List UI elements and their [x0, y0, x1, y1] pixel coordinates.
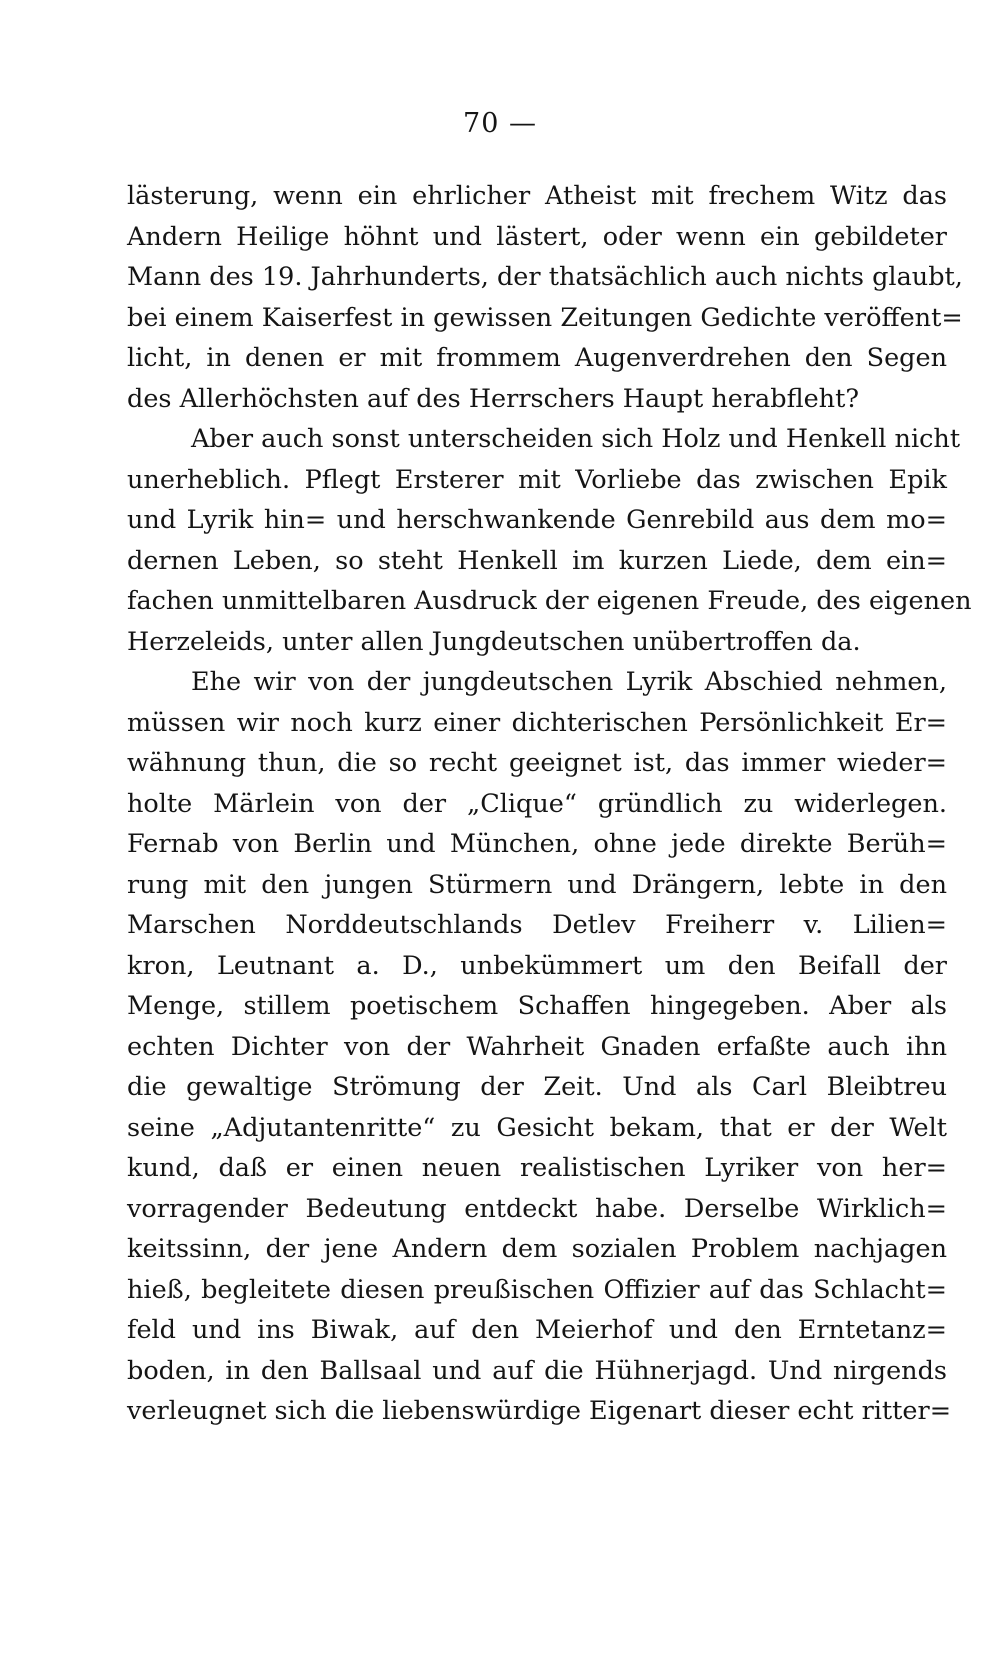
- text-line: Menge, stillem poetischem Schaffen hingegeben. Aber als: [127, 991, 947, 1021]
- text-line: lästerung, wenn ein ehrlicher Atheist mit frechem Witz das: [127, 181, 947, 211]
- text-line: verleugnet sich die liebenswürdige Eigenart dieser echt ritter=: [127, 1396, 952, 1426]
- page-number: 70 —: [463, 108, 537, 139]
- text-line: müssen wir noch kurz einer dichterischen Persönlichkeit Er=: [127, 707, 947, 738]
- text-line: holte Märlein von der „Clique“ gründlich zu widerlegen.: [127, 788, 947, 819]
- text-line: feld und ins Biwak, auf den Meierhof und den Erntetanz=: [127, 1315, 947, 1345]
- text-line: hieß, begleitete diesen preußischen Offizier auf das Schlacht=: [127, 1274, 947, 1305]
- text-line: und Lyrik hin= und herschwankende Genrebild aus dem mo=: [127, 505, 947, 535]
- text-line: des Allerhöchsten auf des Herrschers Haupt herabfleht?: [127, 383, 860, 414]
- text-line: vorragender Bedeutung entdeckt habe. Derselbe Wirklich=: [127, 1193, 947, 1224]
- text-line: echten Dichter von der Wahrheit Gnaden erfaßte auch ihn: [127, 1031, 947, 1062]
- text-line: licht, in denen er mit frommem Augenverdrehen den Segen: [127, 343, 947, 373]
- body-text: [127, 176, 972, 1432]
- text-line: wähnung thun, die so recht geeignet ist, das immer wieder=: [127, 748, 947, 778]
- text-line: rung mit den jungen Stürmern und Drängern, lebte in den: [127, 869, 947, 900]
- text-line: die gewaltige Strömung der Zeit. Und als Carl Bleibtreu: [127, 1072, 947, 1102]
- text-line: fachen unmittelbaren Ausdruck der eigenen Freude, des eigenen: [127, 586, 972, 616]
- text-line: Fernab von Berlin und München, ohne jede direkte Berüh=: [127, 829, 947, 859]
- text-line: Andern Heilige höhnt und lästert, oder wenn ein gebildeter: [127, 221, 947, 252]
- text-line: unerheblich. Pflegt Ersterer mit Vorliebe das zwischen Epik: [127, 464, 947, 495]
- text-line: Marschen Norddeutschlands Detlev Freiherr v. Lilien=: [127, 910, 947, 940]
- text-line: boden, in den Ballsaal und auf die Hühnerjagd. Und nirgends: [127, 1355, 947, 1386]
- text-line: Herzeleids, unter allen Jungdeutschen unübertroffen da.: [127, 626, 861, 657]
- text-line: kron, Leutnant a. D., unbekümmert um den Beifall der: [127, 950, 947, 981]
- text-line: dernen Leben, so steht Henkell im kurzen Liede, dem ein=: [127, 545, 947, 576]
- text-line: kund, daß er einen neuen realistischen Lyriker von her=: [127, 1153, 947, 1183]
- text-line: Mann des 19. Jahrhunderts, der thatsächlich auch nichts glaubt,: [127, 262, 963, 292]
- text-line: Ehe wir von der jungdeutschen Lyrik Abschied nehmen,: [191, 667, 947, 697]
- text-line: keitssinn, der jene Andern dem sozialen Problem nachjagen: [127, 1234, 947, 1264]
- text-line: Aber auch sonst unterscheiden sich Holz und Henkell nicht: [191, 424, 961, 454]
- text-line: bei einem Kaiserfest in gewissen Zeitungen Gedichte veröffent=: [127, 302, 963, 333]
- text-line: seine „Adjutantenritte“ zu Gesicht bekam, that er der Welt: [127, 1112, 947, 1143]
